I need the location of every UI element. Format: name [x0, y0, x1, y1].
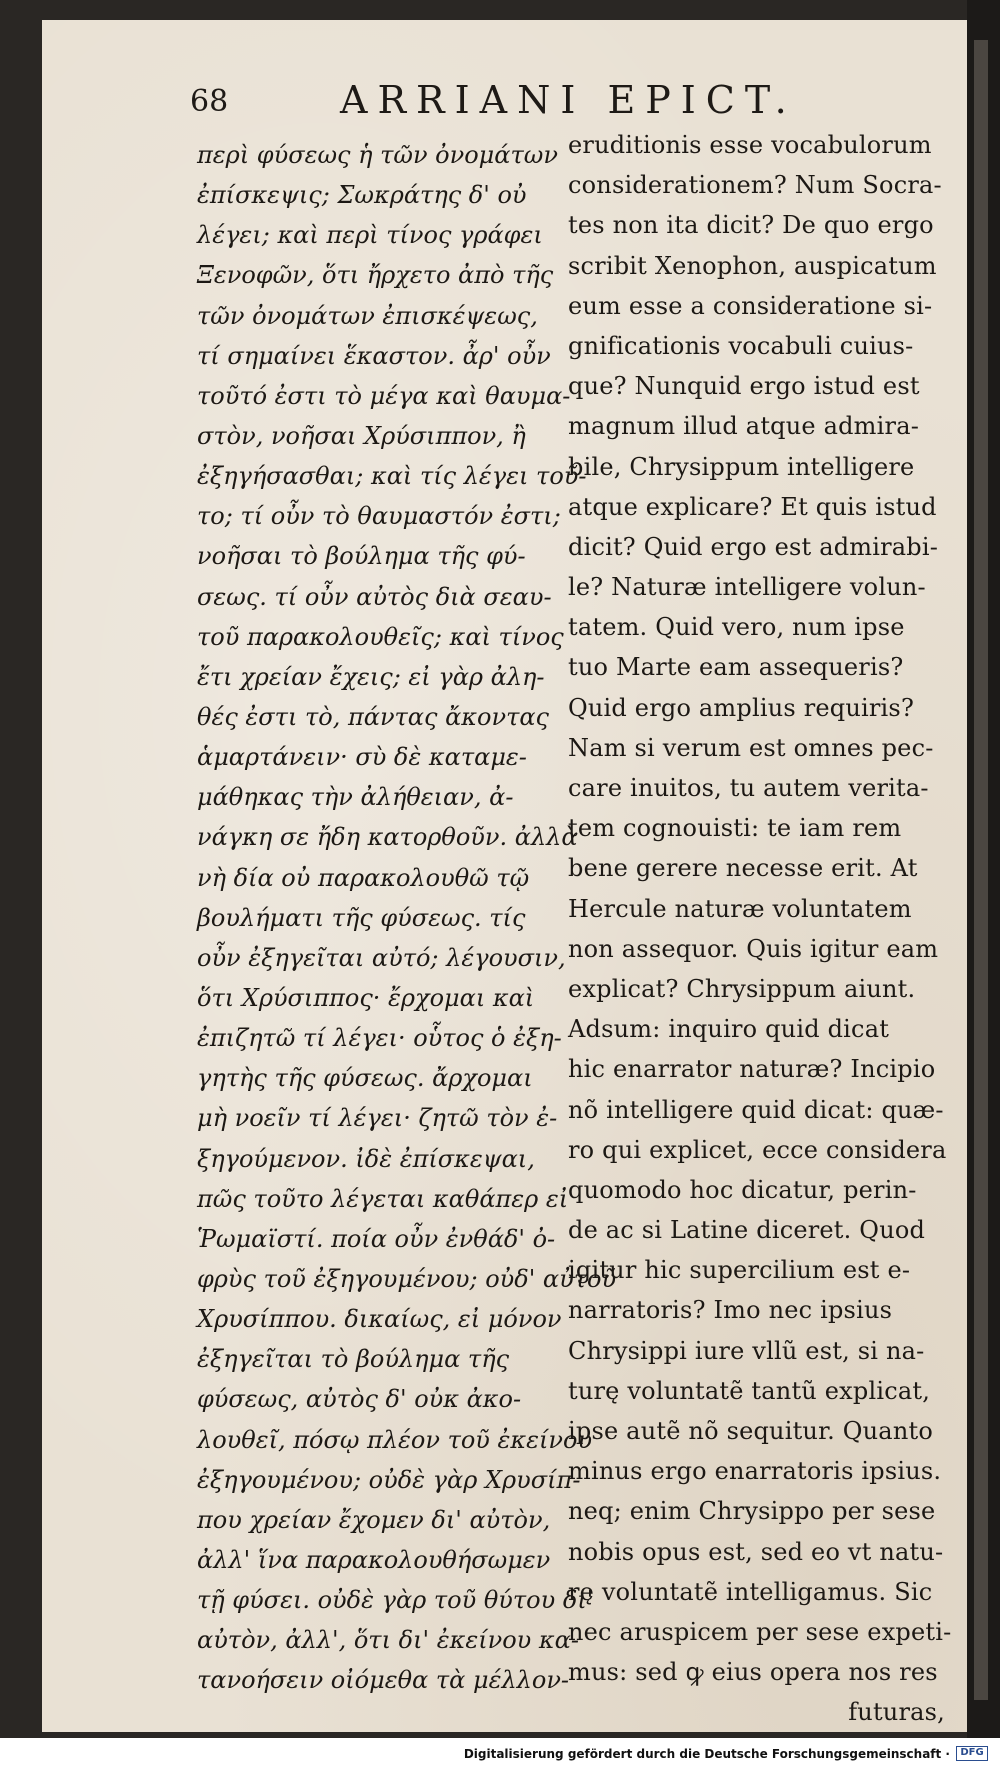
- greek-text-line: νάγκη σε ἤδη κατορθοῦν. ἀλλὰ: [197, 823, 578, 852]
- greek-text-line: ἐξηγεῖται τὸ βούλημα τῆς: [197, 1345, 510, 1374]
- latin-text-line: care inuitos, tu autem verita-: [568, 774, 929, 802]
- latin-text-line: eum esse a consideratione si-: [568, 291, 933, 320]
- greek-text-line: αὐτὸν, ἀλλ', ὅτι δι' ἐκείνου κα-: [197, 1626, 579, 1655]
- latin-text-line: futuras,: [848, 1698, 945, 1727]
- greek-text-line: νοῆσαι τὸ βούλημα τῆς φύ-: [197, 542, 526, 571]
- greek-text-line: ξηγούμενον. ἰδὲ ἐπίσκεψαι,: [197, 1144, 535, 1173]
- latin-text-line: que? Nunquid ergo istud est: [568, 372, 920, 401]
- greek-text-line: πῶς τοῦτο λέγεται καθάπερ εἰ: [197, 1184, 569, 1213]
- greek-text-line: το; τί οὖν τὸ θαυμαστόν ἐστι;: [197, 502, 561, 531]
- latin-text-line: Chrysippi iure vllũ est, si na-: [568, 1336, 925, 1365]
- greek-text-line: φρὺς τοῦ ἐξηγουμένου; οὐδ' αὐτοῦ: [197, 1264, 617, 1293]
- latin-text-line: neq; enim Chrysippo per sese: [568, 1497, 936, 1526]
- latin-text-line: quomodo hoc dicatur, perin-: [568, 1175, 917, 1204]
- latin-text-line: igitur hic supercilium est e-: [568, 1256, 911, 1285]
- greek-text-line: τοῦτό ἐστι τὸ μέγα καὶ θαυμα-: [197, 381, 571, 410]
- latin-text-line: tem cognouisti: te iam rem: [568, 814, 902, 843]
- latin-text-line: narratoris? Imo nec ipsius: [568, 1296, 893, 1325]
- latin-text-line: rę voluntatẽ intelligamus. Sic: [568, 1577, 933, 1606]
- greek-text-line: νὴ δία οὐ παρακολουθῶ τῷ: [197, 863, 530, 892]
- latin-text-line: magnum illud atque admira-: [568, 412, 920, 441]
- latin-text-line: Adsum: inquiro quid dicat: [568, 1015, 890, 1044]
- latin-text-line: dicit? Quid ergo est admirabi-: [568, 532, 939, 561]
- greek-text-line: λουθεῖ, πόσῳ πλέον τοῦ ἐκείνου: [197, 1425, 593, 1454]
- greek-text-line: θές ἐστι τὸ, πάντας ἄκοντας: [197, 702, 549, 731]
- latin-text-line: eruditionis esse vocabulorum: [568, 131, 932, 159]
- latin-text-line: mus: sed ꝙ eius opera nos res: [568, 1658, 938, 1687]
- latin-text-line: tuo Marte eam assequeris?: [568, 653, 904, 682]
- greek-text-line: στὸν, νοῆσαι Χρύσιππον, ἢ: [197, 421, 526, 450]
- greek-text-line: που χρείαν ἔχομεν δι' αὐτὸν,: [197, 1505, 551, 1534]
- dfg-logo-icon: DFG: [956, 1746, 988, 1761]
- greek-text-line: ἐπίσκεψις; Σωκράτης δ' οὐ: [197, 181, 527, 210]
- greek-text-line: ἁμαρτάνειν· σὺ δὲ καταμε-: [197, 743, 527, 772]
- latin-text-line: tatem. Quid vero, num ipse: [568, 613, 905, 642]
- funding-notice: Digitalisierung gefördert durch die Deutsche Forschungsgemeinschaft ·: [463, 1747, 950, 1761]
- greek-text-line: λέγει; καὶ περὶ τίνος γράφει: [197, 221, 543, 250]
- latin-text-line: de ac si Latine diceret. Quod: [568, 1216, 926, 1245]
- latin-text-line: nobis opus est, sed eo vt natu-: [568, 1537, 944, 1566]
- greek-text-line: τανοήσειν οἰόμεθα τὰ μέλλον-: [197, 1666, 570, 1695]
- greek-text-line: γητὴς τῆς φύσεως. ἄρχομαι: [197, 1064, 533, 1093]
- latin-text-line: gnificationis vocabuli cuius-: [568, 331, 914, 360]
- greek-text-line: βουλήματι τῆς φύσεως. τίς: [197, 903, 526, 932]
- greek-text-line: ὅτι Χρύσιππος· ἔρχομαι καὶ: [197, 983, 535, 1012]
- greek-text-line: Χρυσίππου. δικαίως, εἰ μόνον: [197, 1305, 562, 1334]
- latin-text-line: explicat? Chrysippum aiunt.: [568, 974, 916, 1003]
- latin-text-line: le? Naturæ intelligere volun-: [568, 573, 926, 602]
- greek-text-line: ἔτι χρείαν ἔχεις; εἰ γὰρ ἀλη-: [197, 662, 545, 691]
- greek-text-column: [197, 135, 617, 1700]
- digitization-footer: [0, 1738, 1000, 1770]
- latin-text-line: bile, Chrysippum intelligere: [568, 452, 915, 481]
- page-edge-strip: [974, 40, 988, 1700]
- latin-text-line: Quid ergo amplius requiris?: [568, 693, 915, 722]
- greek-text-line: ἐπιζητῶ τί λέγει· οὗτος ὁ ἐξη-: [197, 1024, 562, 1053]
- latin-text-line: bene gerere necesse erit. At: [568, 854, 918, 883]
- greek-text-line: οὖν ἐξηγεῖται αὐτό; λέγουσιν,: [197, 943, 566, 972]
- greek-text-line: μὴ νοεῖν τί λέγει· ζητῶ τὸν ἐ-: [197, 1104, 558, 1133]
- greek-text-line: τῇ φύσει. οὐδὲ γὰρ τοῦ θύτου δι': [197, 1586, 594, 1615]
- greek-text-line: μάθηκας τὴν ἀλήθειαν, ἀ-: [197, 783, 514, 812]
- greek-text-line: ἐξηγήσασθαι; καὶ τίς λέγει τοῦ-: [197, 462, 587, 491]
- greek-text-line: τί σημαίνει ἕκαστον. ἆρ' οὖν: [197, 341, 551, 370]
- latin-text-line: nõ intelligere quid dicat: quæ-: [568, 1095, 944, 1124]
- latin-text-line: turę voluntatẽ tantũ explicat,: [568, 1376, 931, 1405]
- latin-text-line: hic enarrator naturæ? Incipio: [568, 1055, 936, 1084]
- greek-text-line: περὶ φύσεως ἡ τῶν ὀνομάτων: [197, 141, 558, 169]
- greek-text-line: τοῦ παρακολουθεῖς; καὶ τίνος: [197, 622, 564, 651]
- latin-text-line: considerationem? Num Socra-: [568, 171, 942, 200]
- latin-text-line: scribit Xenophon, auspicatum: [568, 251, 937, 280]
- latin-text-column: [568, 125, 963, 1733]
- latin-text-line: Hercule naturæ voluntatem: [568, 894, 912, 923]
- latin-text-line: tes non ita dicit? De quo ergo: [568, 211, 934, 240]
- latin-text-line: minus ergo enarratoris ipsius.: [568, 1457, 942, 1486]
- latin-text-line: atque explicare? Et quis istud: [568, 492, 937, 521]
- page-number: 68: [190, 84, 229, 119]
- greek-text-line: τῶν ὀνομάτων ἐπισκέψεως,: [197, 301, 538, 330]
- latin-text-line: ipse autẽ nõ sequitur. Quanto: [568, 1417, 933, 1445]
- greek-text-line: ἐξηγουμένου; οὐδὲ γὰρ Χρυσίπ-: [197, 1465, 581, 1494]
- greek-text-line: ἀλλ' ἵνα παρακολουθήσωμεν: [197, 1545, 551, 1574]
- latin-text-line: Nam si verum est omnes pec-: [568, 733, 934, 762]
- greek-text-line: Ξενοφῶν, ὅτι ἤρχετο ἀπὸ τῆς: [197, 261, 554, 290]
- latin-text-line: non assequor. Quis igitur eam: [568, 934, 939, 963]
- greek-text-line: σεως. τί οὖν αὐτὸς διὰ σεαυ-: [197, 582, 552, 611]
- greek-text-line: Ῥωμαϊστί. ποία οὖν ἐνθάδ' ὀ-: [197, 1224, 556, 1253]
- page-header-title: ARRIANI EPICT.: [340, 78, 797, 122]
- greek-text-line: φύσεως, αὐτὸς δ' οὐκ ἀκο-: [197, 1385, 522, 1414]
- latin-text-line: nec aruspicem per sese expeti-: [568, 1617, 952, 1646]
- latin-text-line: ro qui explicet, ecce considera: [568, 1135, 947, 1164]
